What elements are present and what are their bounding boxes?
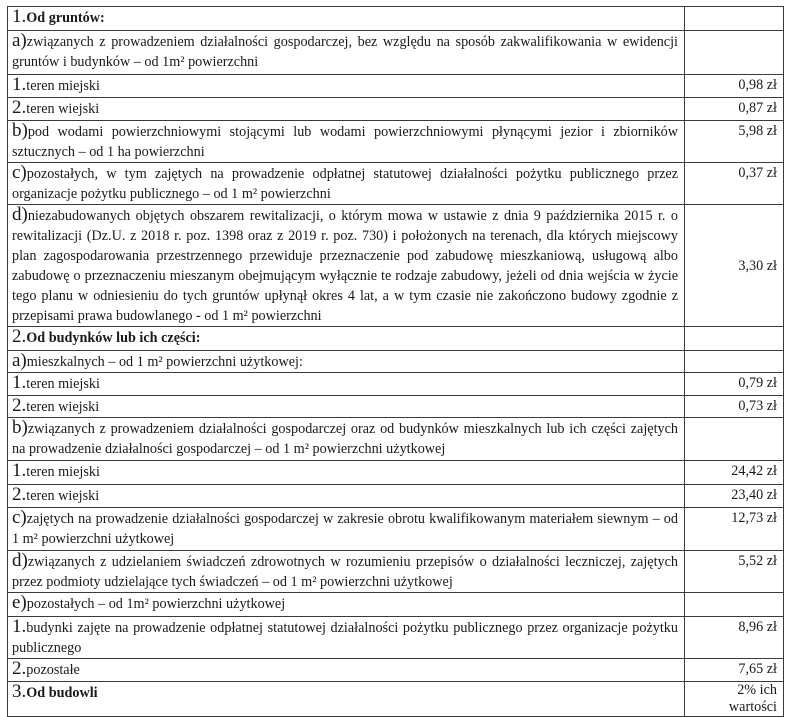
row-marker: a) <box>12 30 27 51</box>
row-description <box>8 327 685 351</box>
row-marker: 2. <box>12 326 27 347</box>
row-marker: a) <box>12 350 27 371</box>
row-text: teren wiejski <box>26 101 100 117</box>
row-value: 7,65 zł <box>685 659 784 682</box>
row-description <box>8 7 685 31</box>
row-marker: d) <box>12 550 28 571</box>
row-description <box>8 163 685 205</box>
section-heading: Od budowli <box>26 685 98 701</box>
row-marker: 1. <box>12 460 27 481</box>
row-marker: 2. <box>12 97 27 118</box>
row-text: teren wiejski <box>26 488 100 504</box>
row-value <box>685 7 784 31</box>
table-row <box>8 617 784 659</box>
table-row <box>8 551 784 593</box>
table-row <box>8 508 784 551</box>
row-marker: b) <box>12 120 28 141</box>
row-marker: 2. <box>12 484 27 505</box>
table-row <box>8 682 784 717</box>
row-value <box>685 418 784 461</box>
row-value: 5,52 zł <box>685 551 784 593</box>
row-value: 12,73 zł <box>685 508 784 551</box>
row-description <box>8 508 685 551</box>
row-value: 0,37 zł <box>685 163 784 205</box>
row-text: związanych z prowadzeniem działalności gospodarczej, bez względu na sposób zakwalifikowania w ewidencji gruntów i budynków – od 1m² powierzchni <box>12 34 678 70</box>
row-text: związanych z udzielaniem świadczeń zdrowotnych w rozumieniu przepisów o działalności leczniczej, zajętych przez podmioty udzielające tych świadczeń – od 1 m² powierzchni użytkowej <box>12 554 678 590</box>
row-description <box>8 351 685 373</box>
table-row <box>8 351 784 373</box>
row-marker: 1. <box>12 372 27 393</box>
row-description <box>8 485 685 508</box>
row-description <box>8 593 685 617</box>
tax-rates-table <box>7 6 784 717</box>
row-marker: e) <box>12 592 27 613</box>
row-marker: c) <box>12 162 27 183</box>
row-description <box>8 31 685 75</box>
row-description <box>8 75 685 98</box>
row-value: 0,98 zł <box>685 75 784 98</box>
row-value: 2% ich wartości <box>685 682 784 717</box>
row-marker: c) <box>12 507 27 528</box>
row-text: mieszkalnych – od 1 m² powierzchni użytkowej: <box>26 354 303 370</box>
table-row <box>8 75 784 98</box>
row-marker: 3. <box>12 681 27 702</box>
row-marker: d) <box>12 204 28 225</box>
row-value: 0,73 zł <box>685 396 784 418</box>
row-value: 23,40 zł <box>685 485 784 508</box>
table-row <box>8 593 784 617</box>
row-description <box>8 682 685 717</box>
row-description <box>8 98 685 121</box>
row-text: zajętych na prowadzenie działalności gospodarczej w zakresie obrotu kwalifikowanym materiałem siewnym – od 1 m² powierzchni użytkowej <box>12 511 678 547</box>
row-text: teren miejski <box>26 78 100 94</box>
table-row <box>8 163 784 205</box>
row-text: teren miejski <box>26 464 100 480</box>
tax-rates-body <box>8 7 784 717</box>
row-text: teren wiejski <box>26 399 100 415</box>
row-text: budynki zajęte na prowadzenie odpłatnej statutowej działalności pożytku publicznego przez organizacje pożytku publicznego <box>12 620 678 656</box>
row-text: pozostałych – od 1m² powierzchni użytkowej <box>26 596 286 612</box>
row-value: 3,30 zł <box>685 205 784 327</box>
section-heading: Od budynków lub ich części: <box>26 330 201 346</box>
row-marker: 2. <box>12 395 27 416</box>
row-description <box>8 659 685 682</box>
table-row <box>8 205 784 327</box>
table-row <box>8 373 784 396</box>
row-description <box>8 396 685 418</box>
row-text: związanych z prowadzeniem działalności gospodarczej oraz od budynków mieszkalnych lub ich części zajętych na prowadzenie działalności gospodarczej – od 1 m² powierzchni użytkowej <box>12 421 678 457</box>
row-text: teren miejski <box>26 376 100 392</box>
row-value: 0,79 zł <box>685 373 784 396</box>
row-description <box>8 373 685 396</box>
row-text: pozostałe <box>26 662 80 678</box>
table-row <box>8 327 784 351</box>
table-row <box>8 485 784 508</box>
table-row <box>8 659 784 682</box>
row-marker: 1. <box>12 74 27 95</box>
section-heading: Od gruntów: <box>26 10 105 26</box>
row-value: 8,96 zł <box>685 617 784 659</box>
table-row <box>8 418 784 461</box>
row-value <box>685 593 784 617</box>
row-marker: 1. <box>12 6 27 27</box>
table-row <box>8 461 784 485</box>
row-description <box>8 418 685 461</box>
row-marker: 1. <box>12 616 27 637</box>
table-row <box>8 31 784 75</box>
row-description <box>8 617 685 659</box>
row-description <box>8 121 685 163</box>
row-value <box>685 327 784 351</box>
table-row <box>8 396 784 418</box>
row-value <box>685 31 784 75</box>
row-text: niezabudowanych objętych obszarem rewitalizacji, o którym mowa w ustawie z dnia 9 października 2015 r. o rewitalizacji (Dz.U. z 2018 r. poz. 1398 oraz z 2019 r. poz. 730) i położonych na terenach, dla których miejscowy plan zagospodarowania przestrzennego przewiduje przeznaczenie pod zabudowę mieszkaniową, usługową albo zabudowę o przeznaczeniu mieszanym obejmującym wyłącznie te rodzaje zabudowy, jeżeli od dnia wejścia w życie tego planu w odniesieniu do tych gruntów upłynął okres 4 lat, a w tym czasie nie zakończono budowy zgodnie z przepisami prawa budowlanego - od 1 m² powierzchni <box>12 208 678 324</box>
table-row <box>8 98 784 121</box>
table-row <box>8 7 784 31</box>
row-text: pod wodami powierzchniowymi stojącymi lub wodami powierzchniowymi płynącymi jezior i zbiorników sztucznych – od 1 ha powierzchni <box>12 124 678 160</box>
row-marker: b) <box>12 417 28 438</box>
row-value: 5,98 zł <box>685 121 784 163</box>
table-row <box>8 121 784 163</box>
row-value: 0,87 zł <box>685 98 784 121</box>
row-text: pozostałych, w tym zajętych na prowadzenie odpłatnej statutowej działalności pożytku publicznego przez organizacje pożytku publicznego – od 1 m² powierzchni <box>12 166 678 202</box>
row-description <box>8 461 685 485</box>
row-description <box>8 551 685 593</box>
row-value: 24,42 zł <box>685 461 784 485</box>
row-value <box>685 351 784 373</box>
row-marker: 2. <box>12 658 27 679</box>
row-description <box>8 205 685 327</box>
